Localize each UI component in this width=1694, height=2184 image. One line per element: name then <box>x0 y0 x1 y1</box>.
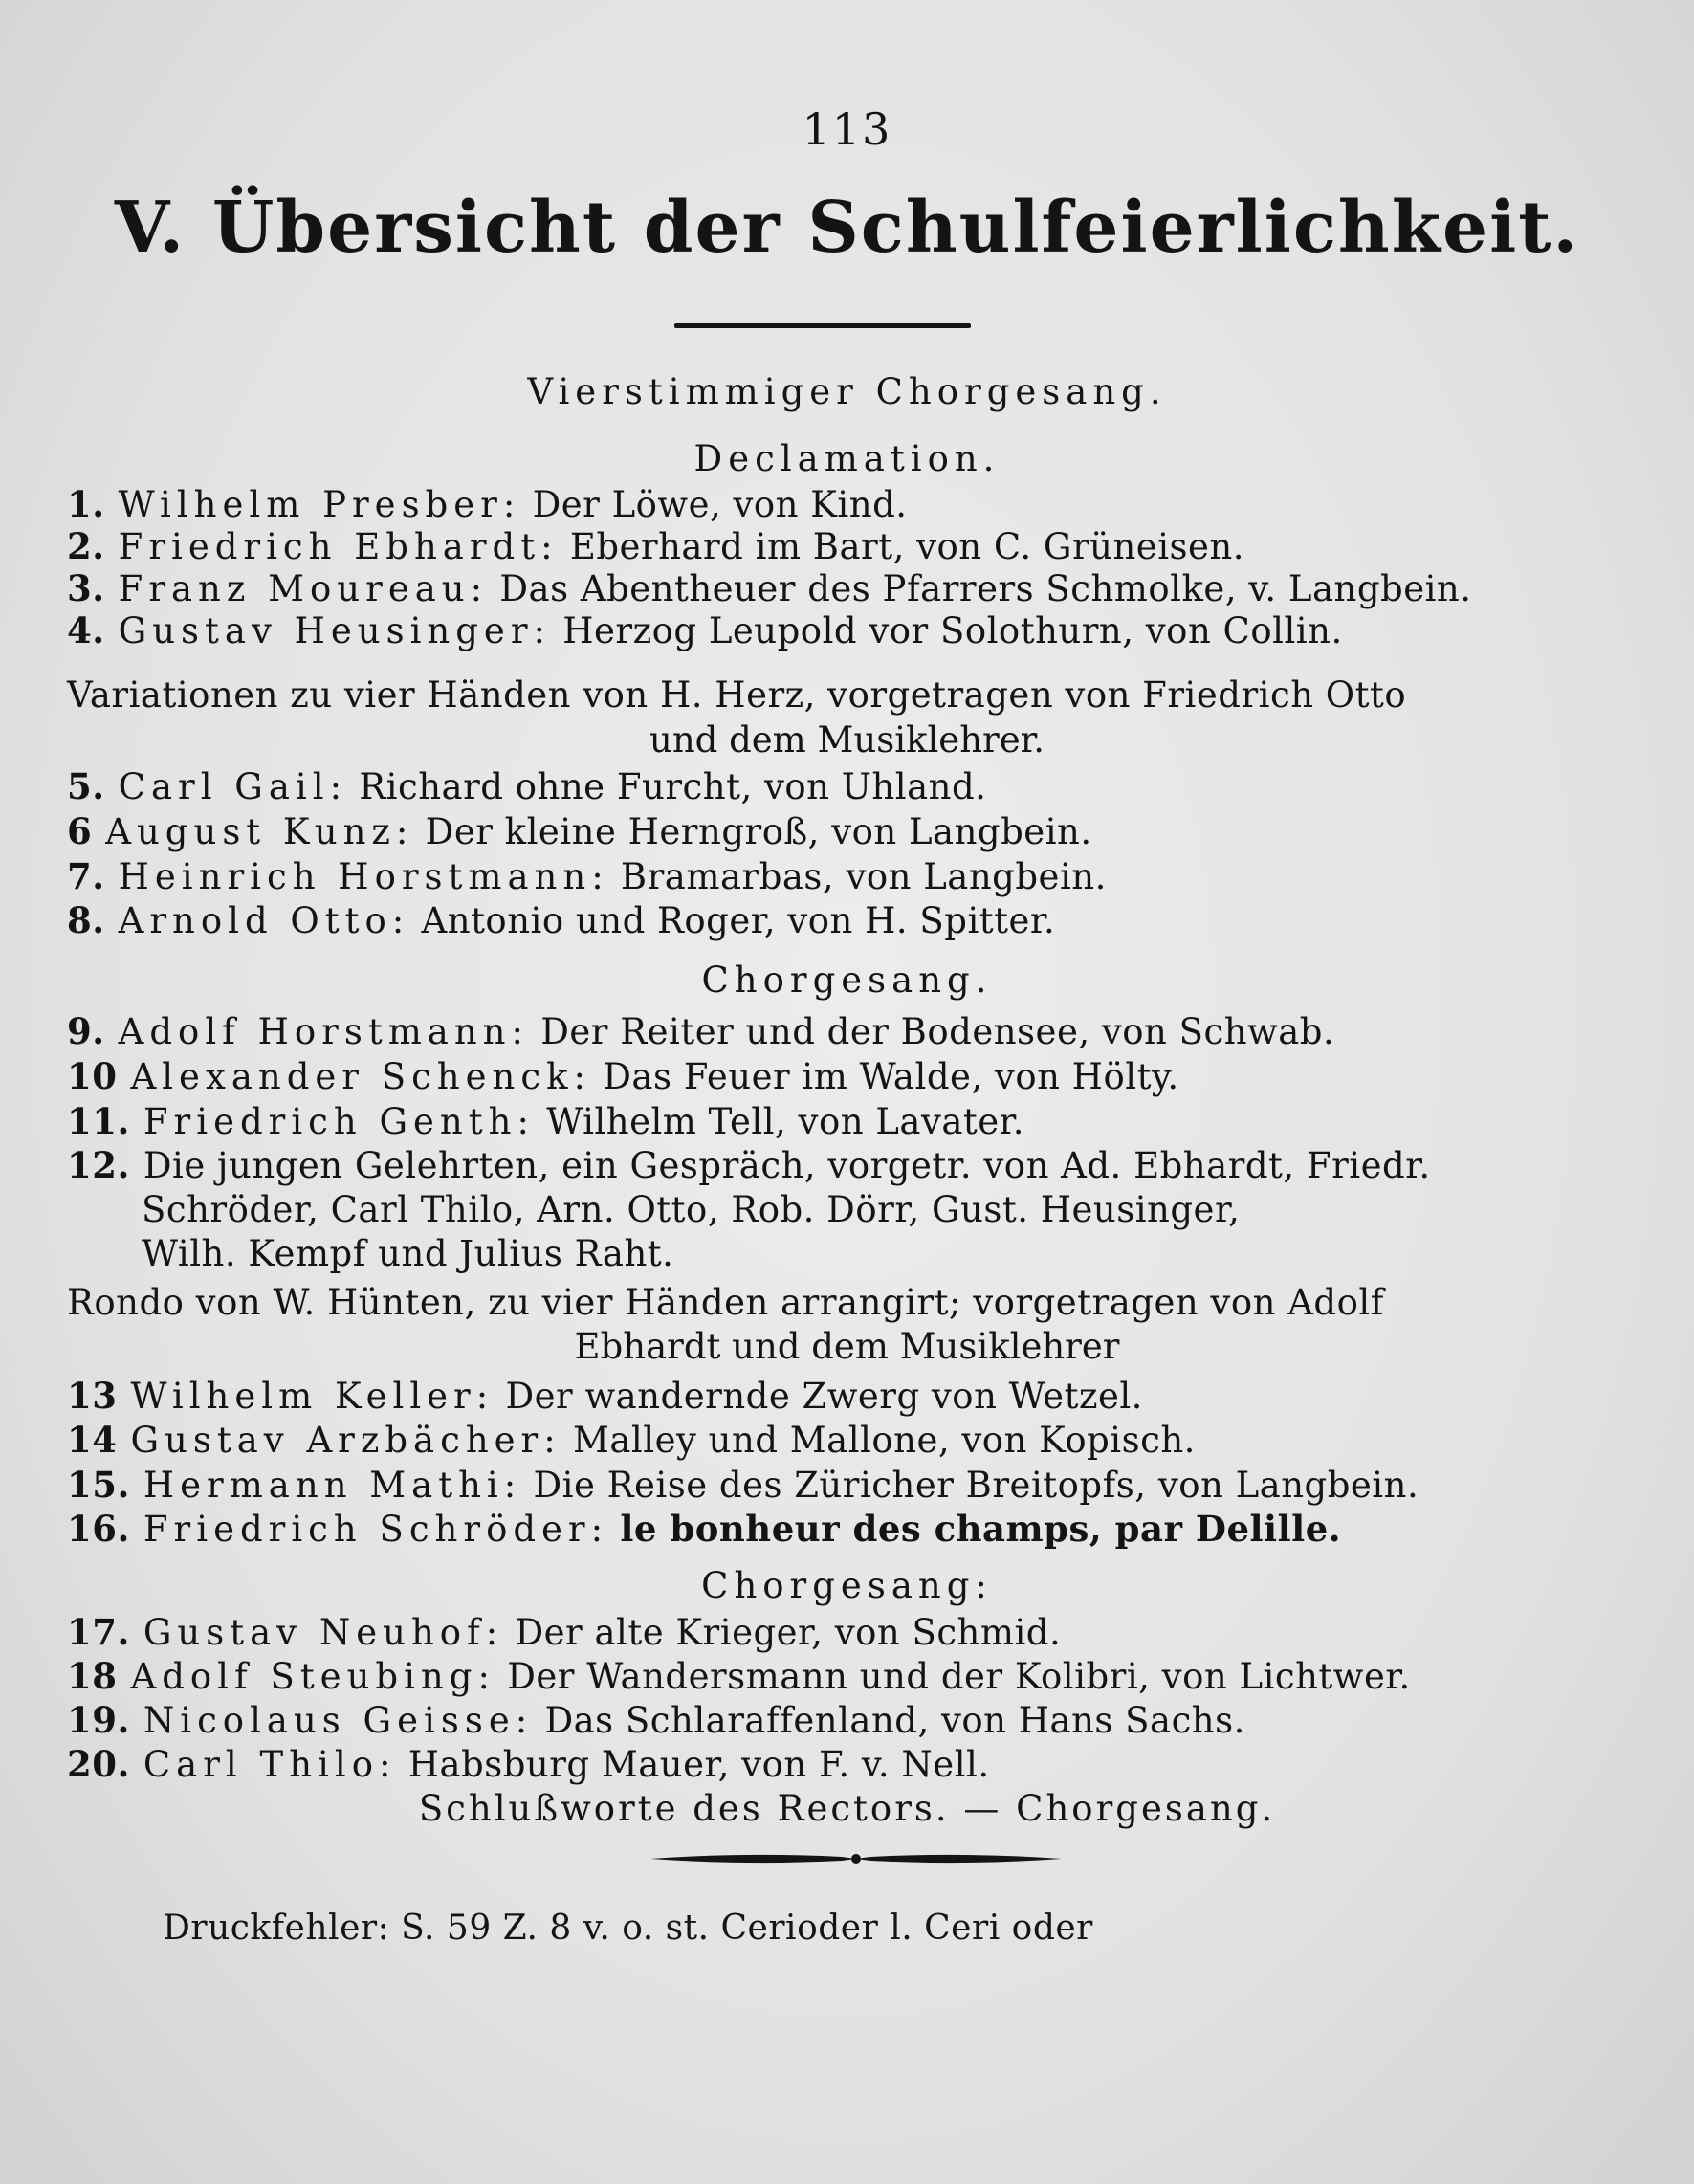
list-item: 5. Carl Gail: Richard ohne Furcht, von Uhland. <box>67 765 987 807</box>
list-item: 8. Arnold Otto: Antonio und Roger, von H. Spitter. <box>67 899 1056 941</box>
section-declamation: Declamation. <box>693 438 1001 479</box>
rondo-line: Ebhardt und dem Musiklehrer <box>574 1326 1120 1367</box>
list-item: 19. Nicolaus Geisse: Das Schlaraffenland, von Hans Sachs. <box>67 1699 1245 1741</box>
list-item: 17. Gustav Neuhof: Der alte Krieger, von Schmid. <box>67 1611 1062 1653</box>
rondo-line: Rondo von W. Hünten, zu vier Händen arrangirt; vorgetragen von Adolf <box>67 1282 1384 1323</box>
list-item-continuation: Schröder, Carl Thilo, Arn. Otto, Rob. Dörr, Gust. Heusinger, <box>142 1189 1241 1230</box>
errata-line: Druckfehler: S. 59 Z. 8 v. o. st. Cerioder l. Ceri oder <box>163 1908 1093 1948</box>
list-item: 11. Friedrich Genth: Wilhelm Tell, von Lavater. <box>67 1100 1025 1142</box>
list-item: 7. Heinrich Horstmann: Bramarbas, von Langbein. <box>67 855 1107 897</box>
section-chorgesang: Chorgesang. <box>701 960 993 1001</box>
list-item: 4. Gustav Heusinger: Herzog Leupold vor Solothurn, von Collin. <box>67 609 1343 651</box>
title-divider <box>674 323 971 328</box>
list-item: 9. Adolf Horstmann: Der Reiter und der Bodensee, von Schwab. <box>67 1010 1335 1052</box>
list-item: 3. Franz Moureau: Das Abentheuer des Pfarrers Schmolke, v. Langbein. <box>67 567 1472 609</box>
variations-line: und dem Musiklehrer. <box>649 719 1045 761</box>
list-item-continuation: Wilh. Kempf und Julius Raht. <box>142 1233 674 1274</box>
section-opening: Vierstimmiger Chorgesang. <box>527 371 1167 412</box>
list-item: 2. Friedrich Ebhardt: Eberhard im Bart, von C. Grüneisen. <box>67 525 1245 567</box>
section-chorgesang: Chorgesang: <box>701 1565 993 1606</box>
list-item: 6 August Kunz: Der kleine Herngroß, von Langbein. <box>67 810 1092 852</box>
list-item: 16. Friedrich Schröder: le bonheur des champs, par Delille. <box>67 1508 1342 1550</box>
list-item: 18 Adolf Steubing: Der Wandersmann und der Kolibri, von Lichtwer. <box>67 1655 1411 1697</box>
page-number: 113 <box>802 103 892 155</box>
variations-line: Variationen zu vier Händen von H. Herz, vorgetragen von Friedrich Otto <box>67 674 1407 716</box>
ornamental-divider-icon <box>650 1846 1062 1871</box>
closing-line: Schlußworte des Rectors. — Chorgesang. <box>418 1788 1276 1829</box>
list-item: 15. Hermann Mathi: Die Reise des Züricher Breitopfs, von Langbein. <box>67 1464 1419 1506</box>
list-item: 12. Die jungen Gelehrten, ein Gespräch, vorgetr. von Ad. Ebhardt, Friedr. <box>67 1144 1431 1186</box>
list-item: 1. Wilhelm Presber: Der Löwe, von Kind. <box>67 483 908 525</box>
list-item: 20. Carl Thilo: Habsburg Mauer, von F. v. Nell. <box>67 1743 990 1785</box>
list-item: 13 Wilhelm Keller: Der wandernde Zwerg von Wetzel. <box>67 1375 1143 1417</box>
list-item: 10 Alexander Schenck: Das Feuer im Walde, von Hölty. <box>67 1055 1179 1097</box>
page-title: V. Übersicht der Schulfeierlichkeit. <box>114 187 1580 269</box>
list-item: 14 Gustav Arzbächer: Malley und Mallone, von Kopisch. <box>67 1419 1196 1461</box>
